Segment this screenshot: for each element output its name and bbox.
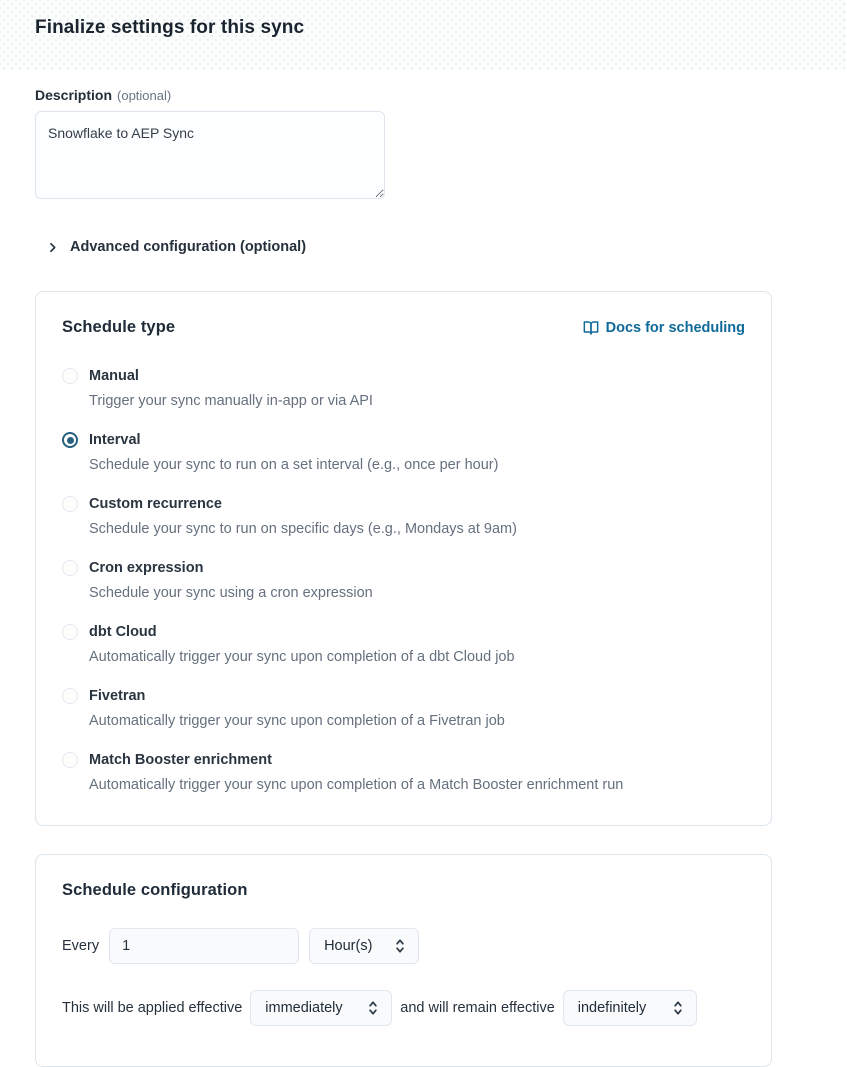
- schedule-option-dbt-cloud[interactable]: [62, 623, 745, 667]
- remain-select[interactable]: [563, 990, 697, 1026]
- schedule-option-interval[interactable]: [62, 431, 745, 475]
- radio-button[interactable]: [62, 752, 78, 768]
- option-description: Trigger your sync manually in-app or via API: [89, 393, 373, 409]
- option-description: Automatically trigger your sync upon completion of a Fivetran job: [89, 713, 505, 729]
- option-label: Fivetran: [89, 688, 146, 704]
- select-updown-icon: [671, 1000, 685, 1016]
- main-content: [0, 87, 847, 1067]
- effective-prefix-label: This will be applied effective: [62, 1000, 243, 1016]
- description-textarea[interactable]: [35, 111, 385, 199]
- advanced-configuration-toggle[interactable]: [46, 239, 807, 255]
- schedule-type-header: [62, 318, 745, 337]
- option-description: Automatically trigger your sync upon completion of a Match Booster enrichment run: [89, 777, 624, 793]
- option-label: Cron expression: [89, 560, 204, 576]
- option-label: Match Booster enrichment: [89, 752, 272, 768]
- interval-unit-value: Hour(s): [324, 938, 373, 954]
- book-open-icon: [583, 320, 599, 336]
- option-description: Schedule your sync to run on a set interval (e.g., once per hour): [89, 457, 499, 473]
- schedule-option-fivetran[interactable]: [62, 687, 745, 731]
- option-description: Schedule your sync to run on specific days (e.g., Mondays at 9am): [89, 521, 517, 537]
- advanced-configuration-label: Advanced configuration (optional): [70, 239, 307, 255]
- description-label: Description: [35, 87, 113, 103]
- radio-button[interactable]: [62, 432, 78, 448]
- option-label: dbt Cloud: [89, 624, 157, 640]
- interval-row: [62, 928, 745, 964]
- option-description: Schedule your sync using a cron expression: [89, 585, 373, 601]
- radio-button[interactable]: [62, 688, 78, 704]
- radio-button[interactable]: [62, 496, 78, 512]
- remain-value: indefinitely: [577, 1000, 647, 1016]
- page-title: Finalize settings for this sync: [35, 17, 305, 38]
- every-label: Every: [62, 938, 100, 954]
- interval-unit-select[interactable]: [309, 928, 419, 964]
- effective-value: immediately: [265, 1000, 343, 1016]
- schedule-option-match-booster[interactable]: [62, 751, 745, 795]
- remain-prefix-label: and will remain effective: [400, 1000, 555, 1016]
- option-description: Automatically trigger your sync upon completion of a dbt Cloud job: [89, 649, 515, 665]
- option-label: Custom recurrence: [89, 496, 222, 512]
- radio-button[interactable]: [62, 560, 78, 576]
- schedule-option-cron-expression[interactable]: [62, 559, 745, 603]
- description-label-row: [35, 87, 807, 103]
- radio-button[interactable]: [62, 368, 78, 384]
- schedule-type-options: [62, 367, 745, 795]
- schedule-option-manual[interactable]: [62, 367, 745, 411]
- schedule-configuration-heading: Schedule configuration: [62, 881, 248, 899]
- docs-link-label: Docs for scheduling: [605, 319, 745, 336]
- radio-button[interactable]: [62, 624, 78, 640]
- schedule-type-card: [35, 291, 772, 826]
- schedule-configuration-card: [35, 854, 772, 1067]
- option-label: Manual: [89, 368, 139, 384]
- schedule-type-heading: Schedule type: [62, 318, 176, 336]
- schedule-option-custom-recurrence[interactable]: [62, 495, 745, 539]
- interval-value-input[interactable]: [109, 928, 299, 964]
- select-updown-icon: [366, 1000, 380, 1016]
- effective-select[interactable]: [250, 990, 392, 1026]
- docs-for-scheduling-link[interactable]: [583, 320, 745, 336]
- select-updown-icon: [393, 938, 407, 954]
- chevron-right-icon: [46, 241, 59, 254]
- description-optional-hint: (optional): [117, 88, 172, 103]
- option-label: Interval: [89, 432, 141, 448]
- effective-row: [62, 990, 745, 1026]
- page-header: [0, 0, 847, 70]
